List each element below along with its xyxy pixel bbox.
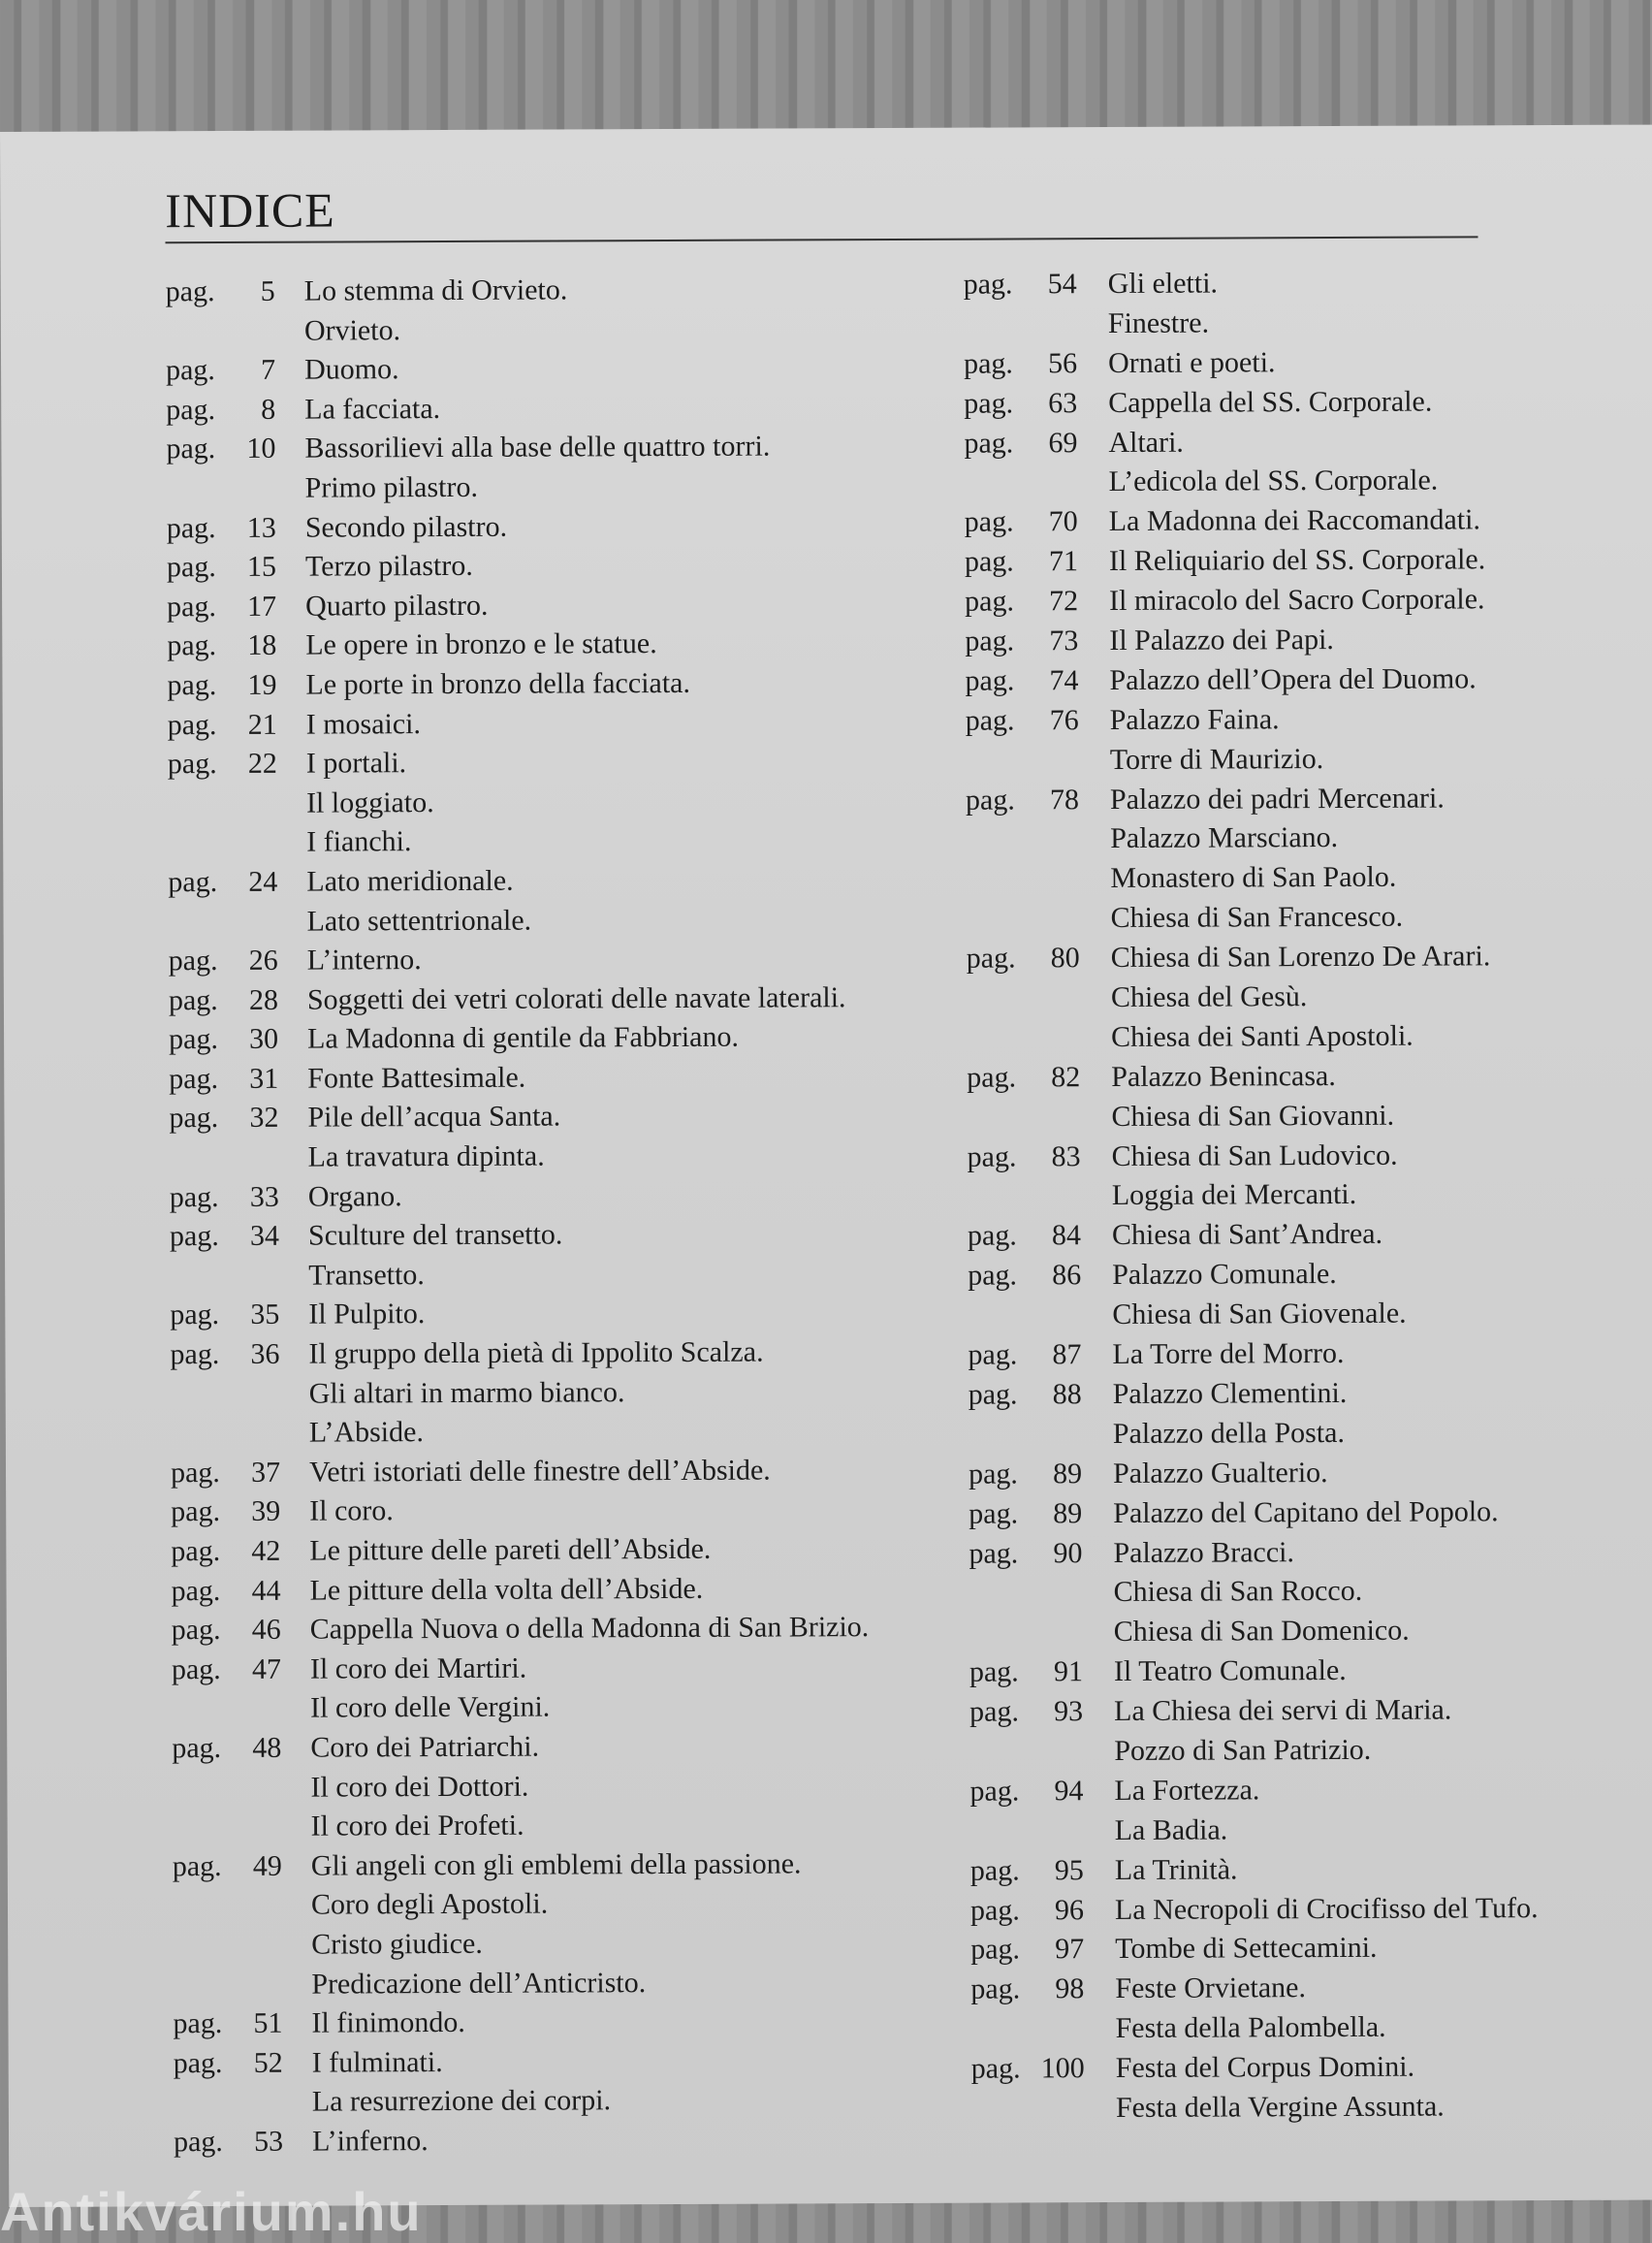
entry-title: Coro dei Patriarchi. <box>310 1728 539 1769</box>
page-number: 73 <box>1020 622 1078 661</box>
page-number: 51 <box>224 2004 282 2044</box>
pag-label: pag. <box>965 661 1014 701</box>
pag-label: pag. <box>969 1534 1018 1574</box>
pag-label: pag. <box>174 2044 223 2084</box>
page-number: 5 <box>217 272 275 312</box>
page-number: 93 <box>1025 1692 1083 1732</box>
page-number: 44 <box>222 1571 280 1611</box>
entry-title: Il miracolo del Sacro Corporale. <box>1109 580 1485 622</box>
page-number: 74 <box>1020 661 1078 701</box>
entry-title: La travatura dipinta. <box>308 1138 545 1178</box>
page-number: 53 <box>225 2123 283 2163</box>
entry-title: Il coro dei Profeti. <box>311 1807 524 1847</box>
pag-label: pag. <box>172 1729 221 1769</box>
page-number: 48 <box>223 1729 281 1769</box>
page-number: 86 <box>1023 1256 1081 1296</box>
page-number: 52 <box>225 2043 283 2083</box>
entry-title: Coro degli Apostoli. <box>311 1885 548 1926</box>
page-number: 15 <box>218 548 276 588</box>
entry-title: Le porte in bronzo della facciata. <box>305 664 690 705</box>
page-number: 95 <box>1026 1851 1084 1891</box>
entry-title: Lato meridionale. <box>306 862 513 903</box>
entry-title: Lo stemma di Orvieto. <box>304 271 568 311</box>
page-number: 39 <box>222 1492 280 1532</box>
pag-label: pag. <box>170 1217 219 1257</box>
pag-label: pag. <box>970 1971 1020 2010</box>
entry-title: Feste Orvietane. <box>1115 1969 1306 2009</box>
pag-label: pag. <box>167 588 216 627</box>
entry-title: Palazzo Comunale. <box>1112 1255 1337 1296</box>
entry-title: Gli altari in marmo bianco. <box>309 1373 625 1414</box>
page-number: 33 <box>221 1177 279 1217</box>
pag-label: pag. <box>964 384 1013 424</box>
entry-title: Tombe di Settecamini. <box>1115 1929 1378 1970</box>
entry-title: Terzo pilastro. <box>305 547 473 587</box>
entry-title: Il Teatro Comunale. <box>1114 1651 1347 1692</box>
pag-label: pag. <box>169 942 218 981</box>
entry-title: La Necropoli di Crocifisso del Tufo. <box>1115 1889 1539 1931</box>
page-number: 76 <box>1021 701 1079 741</box>
page-number: 28 <box>220 980 278 1020</box>
pag-label: pag. <box>965 503 1014 543</box>
entry-title: Gli eletti. <box>1108 265 1218 304</box>
entry-title: Il coro dei Martiri. <box>310 1649 526 1689</box>
page-number: 72 <box>1020 582 1078 622</box>
pag-label: pag. <box>171 1492 220 1532</box>
page-number: 10 <box>217 430 275 469</box>
page-number: 69 <box>1019 424 1077 464</box>
page-number: 98 <box>1026 1970 1084 2009</box>
page-number: 100 <box>1027 2049 1085 2089</box>
entry-title: Loggia dei Mercanti. <box>1112 1175 1357 1216</box>
entry-title: Le pitture della volta dell’Abside. <box>309 1569 703 1610</box>
pag-label: pag. <box>166 430 215 469</box>
pag-label: pag. <box>169 981 218 1021</box>
entry-title: Pile dell’acqua Santa. <box>307 1098 560 1138</box>
page-number: 31 <box>220 1060 278 1100</box>
pag-label: pag. <box>969 1375 1018 1415</box>
pag-label: pag. <box>166 391 215 431</box>
entry-title: Palazzo della Posta. <box>1113 1414 1345 1455</box>
page-number: 22 <box>219 745 277 785</box>
pag-label: pag. <box>967 940 1016 979</box>
entry-title: La Madonna dei Raccomandati. <box>1109 501 1480 543</box>
pag-label: pag. <box>971 2050 1021 2090</box>
entry-title: Orvieto. <box>304 311 400 351</box>
entry-title: Palazzo del Capitano del Popolo. <box>1113 1492 1499 1534</box>
page-number: 21 <box>219 705 277 745</box>
pag-label: pag. <box>172 1650 221 1690</box>
entry-title: La Badia. <box>1115 1810 1228 1850</box>
entry-title: La Torre del Morro. <box>1112 1334 1344 1375</box>
page-number: 7 <box>217 351 275 391</box>
page-number: 35 <box>221 1296 279 1335</box>
pag-label: pag. <box>169 1020 218 1060</box>
pag-label: pag. <box>968 1138 1017 1177</box>
entry-title: L’Abside. <box>309 1413 424 1453</box>
book-page <box>0 125 1652 2207</box>
pag-label: pag. <box>166 351 215 391</box>
entry-title: Il Palazzo dei Papi. <box>1109 621 1334 661</box>
page-number: 47 <box>223 1650 281 1690</box>
entry-title: Chiesa di San Giovanni. <box>1111 1096 1394 1137</box>
entry-title: La Fortezza. <box>1114 1771 1259 1811</box>
entry-title: Secondo pilastro. <box>305 507 507 548</box>
pag-label: pag. <box>171 1572 220 1612</box>
pag-label: pag. <box>970 1851 1020 1891</box>
page-number: 88 <box>1024 1375 1082 1415</box>
page-number: 94 <box>1025 1772 1083 1811</box>
entry-title: I portali. <box>306 744 406 784</box>
page-number: 87 <box>1023 1335 1081 1375</box>
pag-label: pag. <box>169 1099 218 1138</box>
pag-label: pag. <box>172 1611 221 1650</box>
pag-label: pag. <box>174 2123 223 2163</box>
page-number: 24 <box>219 863 277 903</box>
pag-label: pag. <box>964 344 1013 384</box>
entry-title: Torre di Maurizio. <box>1110 740 1324 781</box>
page-number: 13 <box>218 508 276 548</box>
entry-title: I fianchi. <box>306 822 411 862</box>
pag-label: pag. <box>965 583 1014 623</box>
page-number: 56 <box>1019 344 1077 384</box>
entry-title: Le opere in bronzo e le statue. <box>305 625 657 665</box>
pag-label: pag. <box>969 1653 1019 1693</box>
page-number: 32 <box>220 1099 278 1138</box>
pag-label: pag. <box>964 265 1013 304</box>
page-number: 71 <box>1020 542 1078 582</box>
pag-label: pag. <box>966 701 1015 741</box>
entry-title: Chiesa del Gesù. <box>1111 977 1308 1018</box>
page-number: 34 <box>221 1217 279 1257</box>
entry-title: Quarto pilastro. <box>305 587 488 626</box>
title-rule <box>165 236 1477 243</box>
pag-label: pag. <box>965 622 1014 661</box>
entry-title: Il coro dei Dottori. <box>310 1767 528 1808</box>
entry-title: Il Pulpito. <box>308 1296 425 1335</box>
pag-label: pag. <box>173 1847 222 1887</box>
entry-title: Palazzo Bracci. <box>1113 1533 1294 1574</box>
pag-label: pag. <box>968 1257 1017 1297</box>
pag-label: pag. <box>964 424 1013 464</box>
entry-title: Il Reliquiario del SS. Corporale. <box>1109 541 1485 583</box>
entry-title: Organo. <box>308 1177 402 1217</box>
entry-title: Vetri istoriati delle finestre dell’Abside. <box>309 1451 771 1492</box>
entry-title: L’inferno. <box>312 2122 429 2162</box>
entry-title: Duomo. <box>304 350 399 390</box>
pag-label: pag. <box>968 1335 1017 1375</box>
entry-title: Il finimondo. <box>311 2003 465 2043</box>
entry-title: Chiesa di San Giovenale. <box>1112 1295 1406 1335</box>
page-number: 42 <box>222 1532 280 1572</box>
entry-title: Festa della Vergine Assunta. <box>1116 2087 1445 2128</box>
pag-label: pag. <box>168 745 217 785</box>
page-number: 82 <box>1022 1058 1080 1098</box>
page-number: 89 <box>1024 1455 1082 1494</box>
entry-title: Finestre. <box>1108 304 1209 343</box>
entry-title: Altari. <box>1108 423 1184 463</box>
pag-label: pag. <box>969 1772 1019 1811</box>
page-number: 63 <box>1019 384 1077 424</box>
entry-title: Ornati e poeti. <box>1108 343 1276 384</box>
entry-title: Pozzo di San Patrizio. <box>1114 1731 1371 1772</box>
entry-title: Chiesa di San Francesco. <box>1110 898 1403 939</box>
entry-title: Palazzo Gualterio. <box>1113 1454 1328 1494</box>
entry-title: Cristo giudice. <box>311 1925 483 1965</box>
page-number: 83 <box>1023 1138 1081 1177</box>
page-number: 37 <box>222 1454 280 1493</box>
watermark: Antikvárium.hu <box>0 2180 423 2243</box>
entry-title: Festa della Palombella. <box>1115 2008 1385 2049</box>
pag-label: pag. <box>965 543 1014 583</box>
page-number: 54 <box>1019 265 1077 304</box>
pag-label: pag. <box>169 1060 218 1100</box>
page-number: 90 <box>1024 1534 1082 1574</box>
page-number: 19 <box>218 666 276 706</box>
entry-title: Le pitture delle pareti dell’Abside. <box>309 1530 711 1571</box>
entry-title: Cappella Nuova o della Madonna di San Brizio. <box>310 1608 870 1650</box>
pag-label: pag. <box>167 548 216 588</box>
entry-title: Palazzo Marsciano. <box>1110 818 1338 859</box>
page-number: 89 <box>1024 1494 1082 1534</box>
pag-label: pag. <box>171 1454 220 1493</box>
entry-title: Chiesa di San Rocco. <box>1113 1572 1362 1613</box>
entry-title: Cappella del SS. Corporale. <box>1108 382 1432 423</box>
entry-title: La Madonna di gentile da Fabbriano. <box>307 1018 739 1060</box>
entry-title: Sculture del transetto. <box>308 1216 563 1257</box>
pag-label: pag. <box>969 1494 1018 1534</box>
entry-title: La facciata. <box>304 390 440 430</box>
pag-label: pag. <box>966 781 1015 820</box>
entry-title: I mosaici. <box>306 705 421 745</box>
entry-title: Lato settentrionale. <box>306 901 531 942</box>
pag-label: pag. <box>171 1532 220 1572</box>
entry-title: Monastero di San Paolo. <box>1110 858 1396 899</box>
page-number: 26 <box>220 942 278 981</box>
entry-title: Chiesa di San Domenico. <box>1114 1612 1410 1652</box>
entry-title: Il coro. <box>309 1492 394 1532</box>
entry-title: La Chiesa dei servi di Maria. <box>1114 1691 1451 1732</box>
pag-label: pag. <box>170 1296 219 1335</box>
pag-label: pag. <box>167 666 216 706</box>
page-number: 91 <box>1025 1652 1083 1692</box>
entry-title: Palazzo dell’Opera del Duomo. <box>1109 659 1476 701</box>
entry-title: La resurrezione dei corpi. <box>312 2082 611 2123</box>
entry-title: Transetto. <box>308 1256 425 1296</box>
page-title: INDICE <box>165 181 335 239</box>
entry-title: Gli angeli con gli emblemi della passione. <box>311 1844 802 1886</box>
pag-label: pag. <box>166 272 215 312</box>
pag-label: pag. <box>970 1931 1020 1971</box>
page-number: 30 <box>220 1020 278 1060</box>
entry-title: Bassorilievi alla base delle quattro torri. <box>304 428 770 469</box>
entry-title: Soggetti dei vetri colorati delle navate laterali. <box>307 978 846 1020</box>
entry-title: Chiesa di Sant’Andrea. <box>1112 1215 1382 1256</box>
pag-label: pag. <box>969 1455 1018 1494</box>
pag-label: pag. <box>173 2004 222 2044</box>
pag-label: pag. <box>170 1335 219 1375</box>
pag-label: pag. <box>168 863 217 903</box>
entry-title: L’interno. <box>307 941 422 980</box>
entry-title: Chiesa dei Santi Apostoli. <box>1111 1017 1414 1058</box>
entry-title: Chiesa di San Lorenzo De Arari. <box>1111 937 1491 978</box>
entry-title: Predicazione dell’Anticristo. <box>311 1964 646 2004</box>
pag-label: pag. <box>967 1058 1016 1098</box>
page-number: 96 <box>1026 1891 1084 1931</box>
pag-label: pag. <box>167 509 216 549</box>
entry-title: L’edicola del SS. Corporale. <box>1109 462 1439 502</box>
entry-title: Palazzo Benincasa. <box>1111 1057 1336 1098</box>
page-number: 49 <box>224 1846 282 1886</box>
page-number: 18 <box>218 626 276 666</box>
entry-title: Primo pilastro. <box>305 468 479 508</box>
entry-title: Chiesa di San Ludovico. <box>1112 1136 1398 1176</box>
pag-label: pag. <box>170 1178 219 1218</box>
pag-label: pag. <box>167 626 216 666</box>
entry-title: Il coro delle Vergini. <box>310 1688 550 1729</box>
entry-title: Il loggiato. <box>306 784 434 823</box>
page-number: 97 <box>1026 1931 1084 1971</box>
index-column-left <box>166 272 175 2162</box>
page-number: 84 <box>1023 1217 1081 1257</box>
pag-label: pag. <box>968 1217 1017 1257</box>
page-number: 46 <box>223 1611 281 1650</box>
pag-label: pag. <box>969 1692 1019 1732</box>
entry-title: Palazzo dei padri Mercenari. <box>1110 779 1445 819</box>
pag-label: pag. <box>168 706 217 746</box>
entry-title: Il gruppo della pietà di Ippolito Scalza. <box>308 1333 763 1375</box>
entry-title: I fulminati. <box>312 2043 443 2083</box>
entry-title: Festa del Corpus Domini. <box>1116 2048 1415 2089</box>
index-column-right <box>964 266 971 2130</box>
entry-title: Palazzo Faina. <box>1110 700 1280 741</box>
entry-title: La Trinità. <box>1115 1850 1238 1890</box>
entry-title: Palazzo Clementini. <box>1113 1374 1348 1415</box>
page-number: 78 <box>1021 781 1079 820</box>
pag-label: pag. <box>970 1891 1020 1931</box>
page-number: 70 <box>1020 502 1078 542</box>
page-number: 8 <box>217 391 275 431</box>
page-number: 36 <box>221 1335 279 1375</box>
page-number: 80 <box>1022 939 1080 978</box>
page-number: 17 <box>218 588 276 627</box>
entry-title: Fonte Battesimale. <box>307 1059 525 1100</box>
